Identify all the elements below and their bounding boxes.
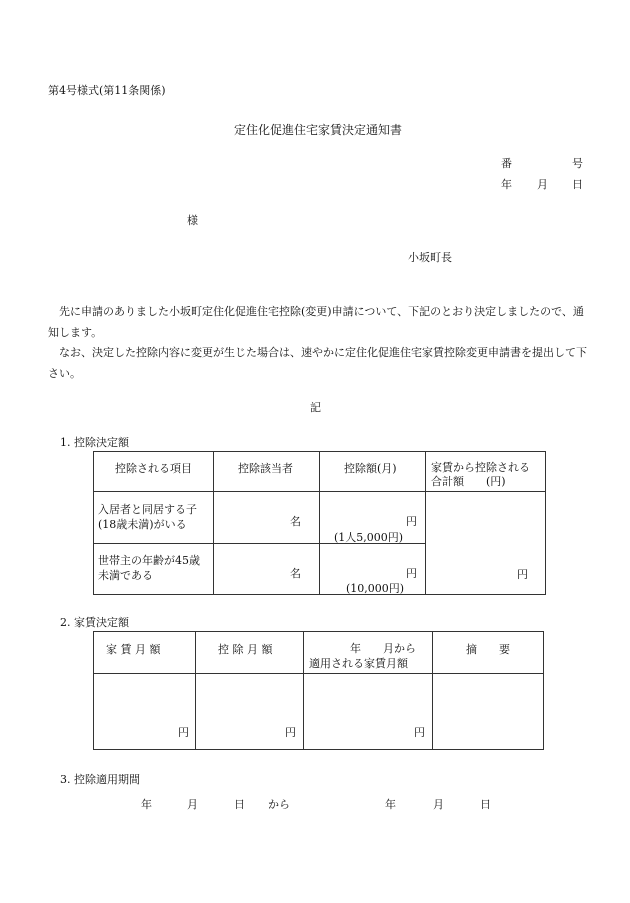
total-unit: 円 <box>517 568 528 581</box>
row1-item-line1: 入居者と同居する子 <box>98 503 197 516</box>
row2-amount-unit: 円 <box>406 567 417 580</box>
row1-count-unit: 名 <box>290 515 301 528</box>
rent-unit: 円 <box>178 726 189 739</box>
form-label: 第4号様式(第11条関係) <box>48 84 166 97</box>
section2-heading: 2. 家賃決定額 <box>60 616 129 629</box>
date-day: 日 <box>572 178 583 191</box>
date-year: 年 <box>501 178 512 191</box>
period-from-day: 日 <box>234 798 245 811</box>
applied-rent-unit: 円 <box>414 726 425 739</box>
row1-item-line2: (18歳未満)がいる <box>98 518 187 531</box>
rent-table <box>93 631 544 750</box>
header-item: 控除される項目 <box>115 462 192 475</box>
period-from-year: 年 <box>141 798 152 811</box>
period-from-month: 月 <box>187 798 198 811</box>
header-from-month: 年 月から <box>350 642 416 655</box>
row2-count-unit: 名 <box>290 567 301 580</box>
table-row <box>94 674 544 750</box>
header-applicant: 控除該当者 <box>238 462 293 475</box>
section1-heading: 1. 控除決定額 <box>60 436 129 449</box>
header-rent: 家 賃 月 額 <box>106 643 161 656</box>
row2-item-line2: 未満である <box>98 569 153 582</box>
body-paragraph-1: 先に申請のありました小坂町定住化促進住宅控除(変更)申請について、下記のとおり決定しましたので、通知します。 <box>48 305 584 339</box>
number-suffix: 号 <box>572 157 583 170</box>
issuer: 小坂町長 <box>408 251 452 264</box>
period-from-label: から <box>268 798 290 811</box>
row1-amount-unit: 円 <box>406 515 417 528</box>
deduction-unit: 円 <box>285 726 296 739</box>
header-amount: 控除額(月) <box>344 462 397 475</box>
section3-heading: 3. 控除適用期間 <box>60 773 140 786</box>
header-total-line2: 合計額 (円) <box>431 475 506 488</box>
header-total-line1: 家賃から控除される <box>431 461 530 474</box>
header-deduction: 控 除 月 額 <box>218 643 273 656</box>
row2-item-line1: 世帯主の年齢が45歳 <box>98 554 200 567</box>
deduction-table <box>93 451 546 595</box>
header-applied-rent: 適用される家賃月額 <box>309 657 408 670</box>
period-to-day: 日 <box>480 798 491 811</box>
document-title: 定住化促進住宅家賃決定通知書 <box>234 123 403 137</box>
header-remarks: 摘 要 <box>466 643 510 656</box>
ki-label: 記 <box>310 401 321 414</box>
table-row <box>94 492 546 544</box>
row1-amount-note: (1人5,000円) <box>334 531 404 544</box>
period-to-year: 年 <box>385 798 396 811</box>
body-paragraph-2: なお、決定した控除内容に変更が生じた場合は、速やかに定住化促進住宅家賃控除変更申請書を提出して下さい。 <box>48 346 587 380</box>
date-month: 月 <box>537 178 548 191</box>
period-to-month: 月 <box>433 798 444 811</box>
number-label: 番 <box>501 157 512 170</box>
addressee-suffix: 様 <box>187 214 198 227</box>
row2-amount-note: (10,000円) <box>346 582 405 595</box>
